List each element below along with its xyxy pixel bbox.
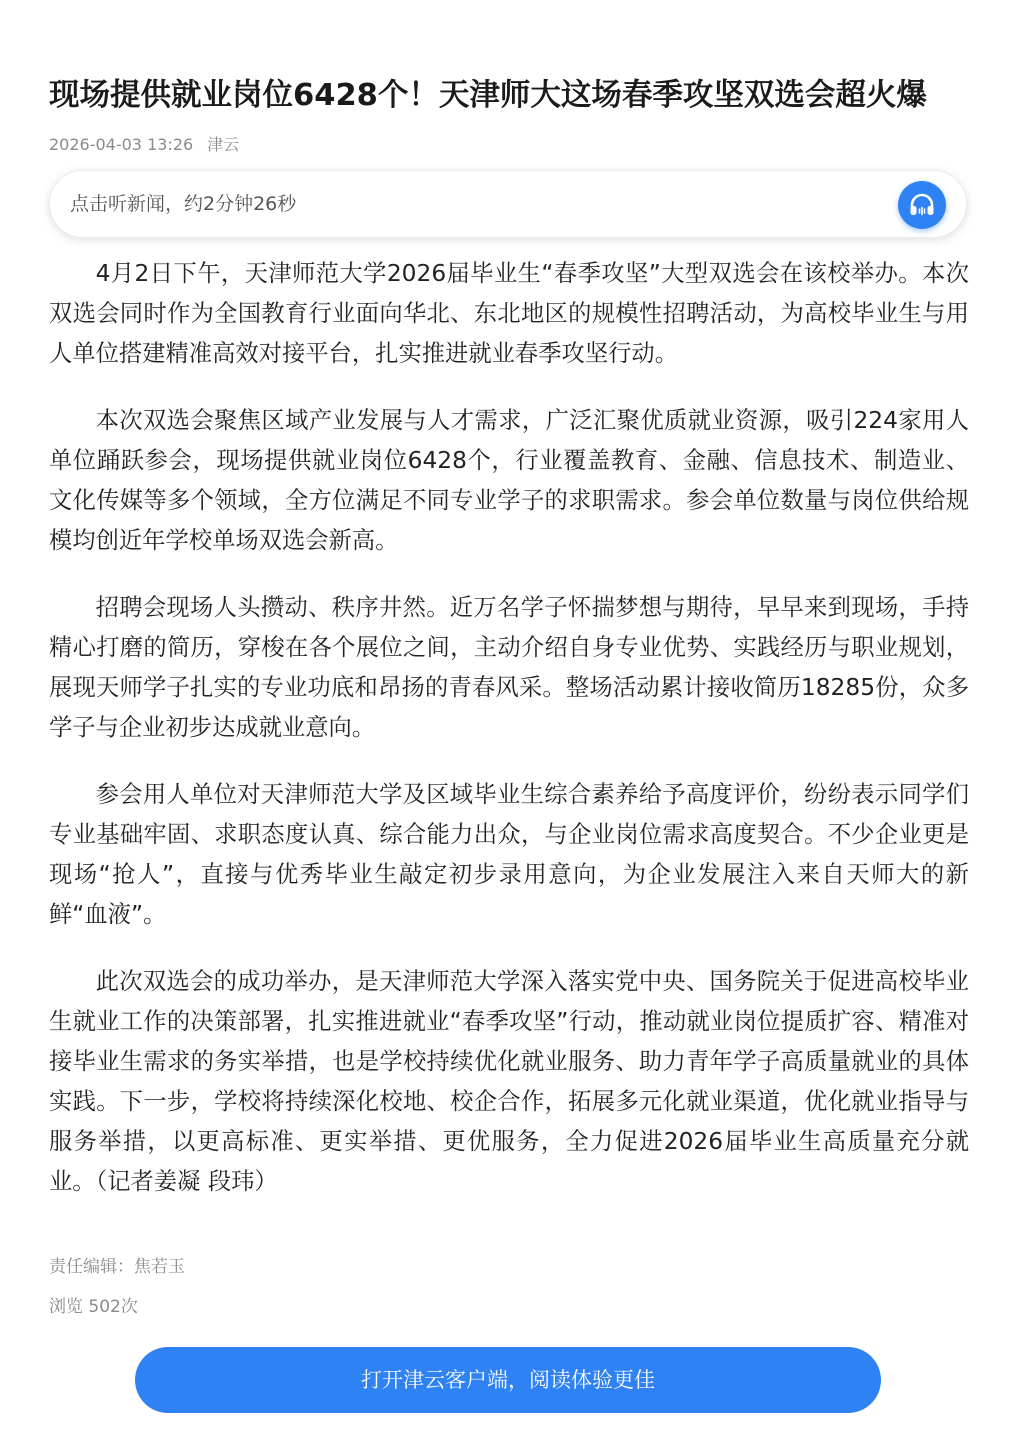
listen-news-label: 点击听新闻，约2分钟26秒 <box>70 193 297 215</box>
article-header <box>49 74 969 158</box>
responsible-editor: 责任编辑：焦若玉 <box>49 1257 185 1277</box>
article-paragraph: 参会用人单位对天津师范大学及区域毕业生综合素养给予高度评价，纷纷表示同学们专业基础牢固、求职态度认真、综合能力出众，与企业岗位需求高度契合。不少企业更是现场“抢人”，直接与优秀毕业生敲定初步录用意向，为企业发展注入来自天师大的新鲜“血液”。 <box>49 781 969 928</box>
article-paragraph: 本次双选会聚焦区域产业发展与人才需求，广泛汇聚优质就业资源，吸引224家用人单位踊跃参会，现场提供就业岗位6428个，行业覆盖教育、金融、信息技术、制造业、文化传媒等多个领域，全方位满足不同专业学子的求职需求。参会单位数量与岗位供给规模均创近年学校单场双选会新高。 <box>49 407 969 554</box>
article-meta <box>49 132 969 158</box>
listen-news-bar[interactable] <box>49 170 967 238</box>
article-title: 现场提供就业岗位6428个！天津师大这场春季攻坚双选会超火爆 <box>49 78 927 113</box>
article-footer <box>49 1253 969 1321</box>
article-paragraph: 此次双选会的成功举办，是天津师范大学深入落实党中央、国务院关于促进高校毕业生就业工作的决策部署，扎实推进就业“春季攻坚”行动，推动就业岗位提质扩容、精准对接毕业生需求的务实举措，也是学校持续优化就业服务、助力青年学子高质量就业的具体实践。下一步，学校将持续深化校地、校企合作，拓展多元化就业渠道，优化就业指导与服务举措，以更高标准、更实举措、更优服务，全力促进2026届毕业生高质量充分就业。（记者姜凝 段玮） <box>49 968 969 1195</box>
article-paragraph: 4月2日下午，天津师范大学2026届毕业生“春季攻坚”大型双选会在该校举办。本次双选会同时作为全国教育行业面向华北、东北地区的规模性招聘活动，为高校毕业生与用人单位搭建精准高效对接平台，扎实推进就业春季攻坚行动。 <box>49 260 969 367</box>
article-body <box>49 254 969 1229</box>
open-app-button[interactable]: 打开津云客户端，阅读体验更佳 <box>135 1347 881 1413</box>
headphones-icon <box>907 190 937 220</box>
play-audio-button[interactable] <box>898 181 946 229</box>
publish-date: 2026-04-03 13:26 <box>49 135 194 154</box>
article-source[interactable]: 津云 <box>207 135 240 154</box>
view-count: 浏览 502次 <box>49 1297 138 1317</box>
article-paragraph: 招聘会现场人头攒动、秩序井然。近万名学子怀揣梦想与期待，早早来到现场，手持精心打磨的简历，穿梭在各个展位之间，主动介绍自身专业优势、实践经历与职业规划，展现天师学子扎实的专业功底和昂扬的青春风采。整场活动累计接收简历18285份，众多学子与企业初步达成就业意向。 <box>49 594 969 741</box>
